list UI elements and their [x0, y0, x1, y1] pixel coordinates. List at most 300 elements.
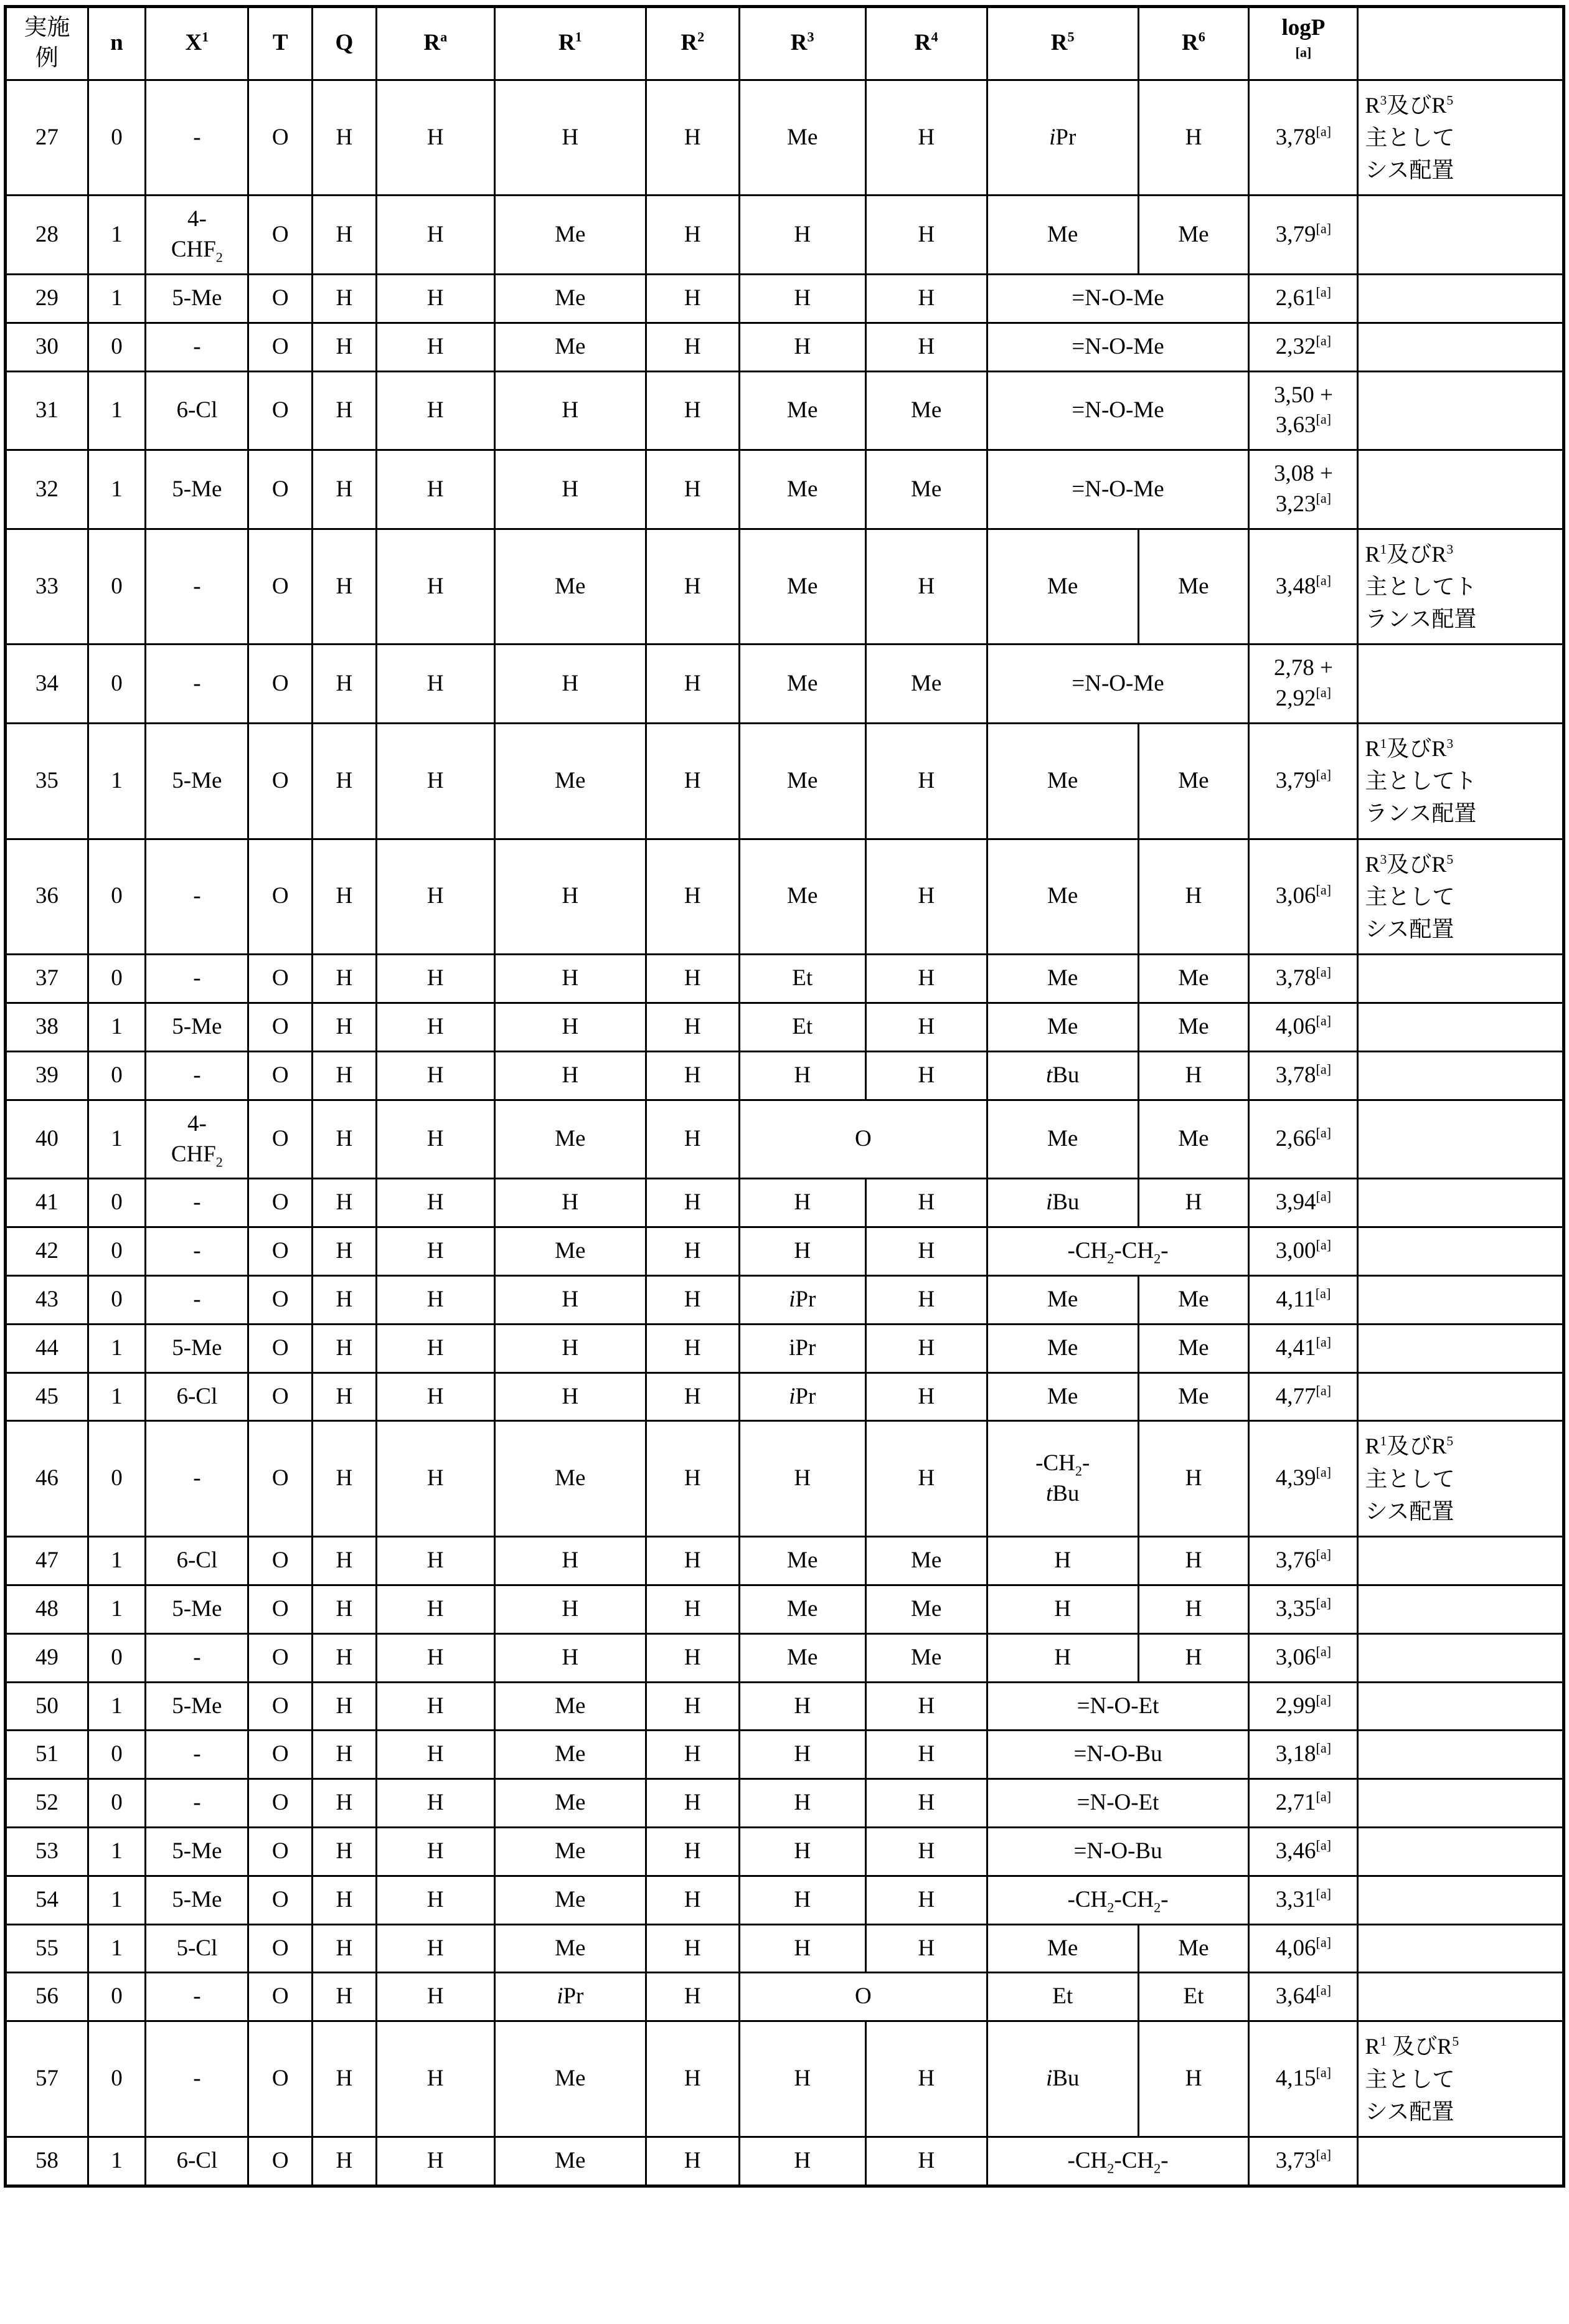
- table-cell-r4: H: [865, 1876, 987, 1924]
- table-cell-t: O: [248, 1275, 313, 1324]
- table-cell-r5: =N-O-Bu: [987, 1828, 1248, 1876]
- table-cell-r2: H: [646, 274, 739, 323]
- table-cell-n: 0: [88, 1731, 146, 1779]
- table-cell-logp: 3,79[a]: [1249, 724, 1358, 839]
- table-cell-r4: H: [865, 1421, 987, 1537]
- table-cell-t: O: [248, 955, 313, 1003]
- table-cell-q: H: [313, 2021, 377, 2137]
- table-cell-ra: H: [376, 1275, 494, 1324]
- table-cell-r3: Me: [739, 80, 865, 196]
- table-cell-r1: H: [494, 80, 646, 196]
- table-cell-r1: H: [494, 1179, 646, 1227]
- col-header-n: n: [88, 7, 146, 80]
- table-cell-example: 40: [6, 1100, 88, 1179]
- table-cell-r3: Me: [739, 1585, 865, 1633]
- table-cell-r6: Me: [1138, 1324, 1249, 1372]
- table-cell-r5: iPr: [987, 80, 1138, 196]
- table-cell-r1: Me: [494, 1100, 646, 1179]
- table-cell-r5: Et: [987, 1973, 1138, 2021]
- table-cell-ra: H: [376, 1682, 494, 1731]
- table-cell-r3: Me: [739, 1537, 865, 1585]
- table-cell-n: 0: [88, 323, 146, 371]
- table-cell-r1: H: [494, 1003, 646, 1052]
- table-cell-q: H: [313, 839, 377, 955]
- table-cell-q: H: [313, 645, 377, 724]
- table-cell-q: H: [313, 1421, 377, 1537]
- table-cell-r4: H: [865, 1324, 987, 1372]
- table-cell-r4: H: [865, 1924, 987, 1973]
- table-row: [6, 196, 1564, 275]
- col-header-r3: $R^3$: [739, 7, 865, 80]
- table-cell-r2: H: [646, 724, 739, 839]
- table-cell-r3: iPr: [739, 1275, 865, 1324]
- table-cell-q: H: [313, 529, 377, 645]
- table-cell-logp: 3,76[a]: [1249, 1537, 1358, 1585]
- table-row: [6, 1633, 1564, 1682]
- table-row: [6, 1973, 1564, 2021]
- table-cell-r4: H: [865, 1179, 987, 1227]
- table-row: [6, 1275, 1564, 1324]
- table-cell-q: H: [313, 1633, 377, 1682]
- table-cell-logp: 3,48[a]: [1249, 529, 1358, 645]
- table-cell-x1: 5-Me: [146, 450, 248, 529]
- table-cell-n: 1: [88, 1876, 146, 1924]
- table-row: [6, 1876, 1564, 1924]
- table-cell-n: 1: [88, 2137, 146, 2186]
- table-cell-r2: H: [646, 1779, 739, 1828]
- table-cell-t: O: [248, 323, 313, 371]
- table-cell-r4: Me: [865, 645, 987, 724]
- table-cell-n: 1: [88, 196, 146, 275]
- table-cell-example: 36: [6, 839, 88, 955]
- table-cell-r2: H: [646, 839, 739, 955]
- table-cell-t: O: [248, 2021, 313, 2137]
- table-cell-example: 27: [6, 80, 88, 196]
- table-cell-r5: tBu: [987, 1051, 1138, 1100]
- table-cell-ra: H: [376, 274, 494, 323]
- table-cell-q: H: [313, 274, 377, 323]
- col-header-t: T: [248, 7, 313, 80]
- col-header-logp: logP [a]: [1249, 7, 1358, 80]
- table-cell-x1: -: [146, 80, 248, 196]
- table-row: [6, 1924, 1564, 1973]
- table-cell-r2: H: [646, 529, 739, 645]
- table-cell-r1: Me: [494, 1876, 646, 1924]
- table-cell-logp: 3,31[a]: [1249, 1876, 1358, 1924]
- table-cell-x1: 5-Me: [146, 1828, 248, 1876]
- table-cell-x1: -: [146, 1179, 248, 1227]
- table-cell-note: [1358, 1876, 1564, 1924]
- table-cell-r1: H: [494, 1372, 646, 1421]
- table-cell-example: 43: [6, 1275, 88, 1324]
- table-cell-r1: H: [494, 371, 646, 450]
- table-cell-r2: H: [646, 1973, 739, 2021]
- table-cell-ra: H: [376, 1179, 494, 1227]
- table-row: [6, 371, 1564, 450]
- table-cell-x1: -: [146, 323, 248, 371]
- table-row: [6, 645, 1564, 724]
- table-cell-note: [1358, 1537, 1564, 1585]
- table-cell-ra: H: [376, 724, 494, 839]
- table-cell-q: H: [313, 1100, 377, 1179]
- table-cell-t: O: [248, 1633, 313, 1682]
- table-cell-note: [1358, 1731, 1564, 1779]
- table-cell-note: [1358, 1828, 1564, 1876]
- table-cell-note: [1358, 2137, 1564, 2186]
- table-cell-logp: 3,46[a]: [1249, 1828, 1358, 1876]
- col-header-x1: $X^1$: [146, 7, 248, 80]
- col-header-example: 実施 例: [6, 7, 88, 80]
- table-cell-q: H: [313, 1179, 377, 1227]
- table-cell-n: 0: [88, 1421, 146, 1537]
- table-cell-x1: 5-Me: [146, 724, 248, 839]
- table-cell-x1: -: [146, 645, 248, 724]
- table-cell-q: H: [313, 1585, 377, 1633]
- table-cell-r5: Me: [987, 1003, 1138, 1052]
- table-cell-ra: H: [376, 955, 494, 1003]
- table-cell-n: 1: [88, 1682, 146, 1731]
- table-cell-r6: Me: [1138, 196, 1249, 275]
- table-row: [6, 1179, 1564, 1227]
- table-cell-example: 45: [6, 1372, 88, 1421]
- table-cell-n: 0: [88, 955, 146, 1003]
- table-cell-r4: H: [865, 2021, 987, 2137]
- table-cell-t: O: [248, 1324, 313, 1372]
- table-cell-ra: H: [376, 1324, 494, 1372]
- table-cell-note: [1358, 323, 1564, 371]
- table-cell-ra: H: [376, 1779, 494, 1828]
- table-cell-r3: H: [739, 1731, 865, 1779]
- table-cell-r2: H: [646, 323, 739, 371]
- table-cell-note: $R^1$及び$R^5$ 主として シス配置: [1358, 1421, 1564, 1537]
- table-cell-r1: Me: [494, 529, 646, 645]
- table-cell-x1: -: [146, 1227, 248, 1276]
- table-cell-r1: H: [494, 1537, 646, 1585]
- table-cell-note: [1358, 955, 1564, 1003]
- table-cell-r6: H: [1138, 1633, 1249, 1682]
- table-cell-r5: Me: [987, 196, 1138, 275]
- table-cell-r6: H: [1138, 1179, 1249, 1227]
- table-cell-r2: H: [646, 2021, 739, 2137]
- table-cell-x1: -: [146, 1731, 248, 1779]
- table-cell-example: 55: [6, 1924, 88, 1973]
- table-cell-r1: iPr: [494, 1973, 646, 2021]
- table-cell-example: 49: [6, 1633, 88, 1682]
- table-cell-t: O: [248, 2137, 313, 2186]
- table-cell-ra: H: [376, 1876, 494, 1924]
- table-row: [6, 1372, 1564, 1421]
- table-row: [6, 1100, 1564, 1179]
- table-cell-note: [1358, 1372, 1564, 1421]
- table-cell-t: O: [248, 1876, 313, 1924]
- table-cell-x1: 5-Me: [146, 1876, 248, 1924]
- table-cell-r5: Me: [987, 1924, 1138, 1973]
- table-cell-r3: H: [739, 2021, 865, 2137]
- table-cell-r2: H: [646, 196, 739, 275]
- table-row: [6, 2021, 1564, 2137]
- table-cell-r1: Me: [494, 2137, 646, 2186]
- table-cell-example: 37: [6, 955, 88, 1003]
- table-cell-ra: H: [376, 323, 494, 371]
- table-cell-note: $R^1$及び$R^3$ 主としてト ランス配置: [1358, 529, 1564, 645]
- table-cell-t: O: [248, 450, 313, 529]
- table-cell-q: H: [313, 450, 377, 529]
- table-cell-ra: H: [376, 1421, 494, 1537]
- table-cell-example: 28: [6, 196, 88, 275]
- table-cell-logp: 3,79[a]: [1249, 196, 1358, 275]
- table-cell-note: [1358, 1227, 1564, 1276]
- table-cell-r6: H: [1138, 1421, 1249, 1537]
- table-cell-note: [1358, 1973, 1564, 2021]
- table-cell-logp: 4,15[a]: [1249, 2021, 1358, 2137]
- table-row: [6, 1828, 1564, 1876]
- table-cell-t: O: [248, 1585, 313, 1633]
- table-cell-n: 0: [88, 1179, 146, 1227]
- table-cell-t: O: [248, 1682, 313, 1731]
- table-cell-r2: H: [646, 1876, 739, 1924]
- table-cell-ra: H: [376, 839, 494, 955]
- table-row: [6, 955, 1564, 1003]
- table-cell-r5: $-CH_2-CH_2-$: [987, 1876, 1248, 1924]
- table-cell-r5: H: [987, 1537, 1138, 1585]
- compound-table: [4, 5, 1565, 2188]
- table-row: [6, 724, 1564, 839]
- table-cell-note: [1358, 1179, 1564, 1227]
- table-cell-r4: Me: [865, 371, 987, 450]
- table-row: [6, 1731, 1564, 1779]
- table-cell-r2: H: [646, 80, 739, 196]
- table-cell-r5: iBu: [987, 2021, 1138, 2137]
- table-cell-r6: H: [1138, 1051, 1249, 1100]
- table-cell-r3: Me: [739, 371, 865, 450]
- table-cell-logp: 3,06[a]: [1249, 839, 1358, 955]
- table-cell-q: H: [313, 196, 377, 275]
- table-cell-example: 50: [6, 1682, 88, 1731]
- table-cell-n: 1: [88, 1585, 146, 1633]
- table-cell-r3: Me: [739, 1633, 865, 1682]
- table-cell-t: O: [248, 1003, 313, 1052]
- table-cell-logp: 2,99[a]: [1249, 1682, 1358, 1731]
- table-cell-example: 52: [6, 1779, 88, 1828]
- table-cell-example: 42: [6, 1227, 88, 1276]
- table-cell-ra: H: [376, 450, 494, 529]
- table-cell-t: O: [248, 724, 313, 839]
- table-cell-r2: H: [646, 1179, 739, 1227]
- table-cell-example: 58: [6, 2137, 88, 2186]
- table-cell-note: $R^3$及び$R^5$ 主として シス配置: [1358, 80, 1564, 196]
- table-cell-r1: Me: [494, 1682, 646, 1731]
- table-cell-n: 1: [88, 371, 146, 450]
- table-cell-r5: Me: [987, 1372, 1138, 1421]
- table-cell-note: [1358, 1051, 1564, 1100]
- table-cell-r4: H: [865, 1227, 987, 1276]
- col-header-ra: $R^a$: [376, 7, 494, 80]
- table-cell-ra: H: [376, 1585, 494, 1633]
- table-cell-r3: H: [739, 1876, 865, 1924]
- table-cell-r4: H: [865, 323, 987, 371]
- table-cell-note: [1358, 1585, 1564, 1633]
- table-cell-x1: 5-Cl: [146, 1924, 248, 1973]
- table-cell-ra: H: [376, 1051, 494, 1100]
- table-cell-r3: iPr: [739, 1372, 865, 1421]
- table-cell-r6: Et: [1138, 1973, 1249, 2021]
- table-cell-r3: Me: [739, 645, 865, 724]
- table-cell-q: H: [313, 1876, 377, 1924]
- table-cell-r5: =N-O-Bu: [987, 1731, 1248, 1779]
- table-cell-r5: $-CH_2-$ tBu: [987, 1421, 1138, 1537]
- table-cell-r3: Me: [739, 450, 865, 529]
- table-cell-r1: H: [494, 1585, 646, 1633]
- table-cell-r5: Me: [987, 1324, 1138, 1372]
- table-cell-r5: =N-O-Me: [987, 274, 1248, 323]
- table-cell-r5: Me: [987, 955, 1138, 1003]
- table-cell-x1: 6-Cl: [146, 1537, 248, 1585]
- table-cell-q: H: [313, 371, 377, 450]
- table-cell-q: H: [313, 724, 377, 839]
- table-cell-t: O: [248, 1372, 313, 1421]
- table-cell-r1: Me: [494, 1779, 646, 1828]
- table-cell-logp: 3,78[a]: [1249, 80, 1358, 196]
- table-cell-r3: H: [739, 274, 865, 323]
- table-cell-n: 0: [88, 1227, 146, 1276]
- table-cell-q: H: [313, 323, 377, 371]
- table-cell-t: O: [248, 1100, 313, 1179]
- table-cell-r1: Me: [494, 196, 646, 275]
- table-cell-ra: H: [376, 1633, 494, 1682]
- table-cell-n: 0: [88, 839, 146, 955]
- table-cell-r4: H: [865, 1731, 987, 1779]
- table-cell-r6: H: [1138, 2021, 1249, 2137]
- table-row: [6, 1779, 1564, 1828]
- table-cell-example: 44: [6, 1324, 88, 1372]
- table-cell-note: [1358, 1633, 1564, 1682]
- table-cell-t: O: [248, 1227, 313, 1276]
- table-cell-t: O: [248, 1179, 313, 1227]
- table-cell-n: 0: [88, 2021, 146, 2137]
- col-header-q: Q: [313, 7, 377, 80]
- table-cell-ra: H: [376, 1924, 494, 1973]
- table-cell-r1: H: [494, 839, 646, 955]
- table-cell-r4: H: [865, 1828, 987, 1876]
- table-cell-x1: -: [146, 2021, 248, 2137]
- table-cell-logp: 3,06[a]: [1249, 1633, 1358, 1682]
- table-cell-ra: H: [376, 1828, 494, 1876]
- table-cell-logp: 3,78[a]: [1249, 955, 1358, 1003]
- table-cell-q: H: [313, 1682, 377, 1731]
- table-cell-q: H: [313, 1003, 377, 1052]
- table-cell-r3: O: [739, 1100, 987, 1179]
- table-cell-note: [1358, 645, 1564, 724]
- table-cell-r1: Me: [494, 1227, 646, 1276]
- table-cell-x1: 5-Me: [146, 274, 248, 323]
- table-row: [6, 2137, 1564, 2186]
- table-cell-r2: H: [646, 1227, 739, 1276]
- col-header-r5: $R^5$: [987, 7, 1138, 80]
- table-cell-x1: -: [146, 839, 248, 955]
- table-body: [6, 80, 1564, 2186]
- table-cell-r2: H: [646, 371, 739, 450]
- table-cell-t: O: [248, 371, 313, 450]
- table-cell-ra: H: [376, 371, 494, 450]
- table-cell-r5: H: [987, 1633, 1138, 1682]
- table-cell-r2: H: [646, 645, 739, 724]
- table-cell-r3: H: [739, 1828, 865, 1876]
- table-cell-logp: 2,66[a]: [1249, 1100, 1358, 1179]
- table-cell-r1: Me: [494, 1828, 646, 1876]
- table-cell-r5: =N-O-Me: [987, 371, 1248, 450]
- table-cell-note: $R^1$ 及び$R^5$ 主として シス配置: [1358, 2021, 1564, 2137]
- table-cell-r2: H: [646, 450, 739, 529]
- header-row: [6, 7, 1564, 80]
- table-cell-r1: Me: [494, 724, 646, 839]
- table-cell-r5: $-CH_2-CH_2-$: [987, 1227, 1248, 1276]
- table-cell-q: H: [313, 1779, 377, 1828]
- table-cell-r5: =N-O-Et: [987, 1779, 1248, 1828]
- table-cell-r4: H: [865, 724, 987, 839]
- table-cell-logp: 4,39[a]: [1249, 1421, 1358, 1537]
- table-cell-r5: H: [987, 1585, 1138, 1633]
- table-cell-n: 0: [88, 1973, 146, 2021]
- table-cell-note: $R^1$及び$R^3$ 主としてト ランス配置: [1358, 724, 1564, 839]
- table-cell-r2: H: [646, 1051, 739, 1100]
- table-cell-logp: 4,06[a]: [1249, 1924, 1358, 1973]
- table-cell-note: [1358, 274, 1564, 323]
- table-cell-ra: H: [376, 2021, 494, 2137]
- table-cell-r3: H: [739, 1051, 865, 1100]
- table-row: [6, 1537, 1564, 1585]
- table-cell-r2: H: [646, 1585, 739, 1633]
- table-cell-x1: 6-Cl: [146, 1372, 248, 1421]
- table-cell-ra: H: [376, 1003, 494, 1052]
- table-cell-example: 29: [6, 274, 88, 323]
- table-cell-r5: Me: [987, 839, 1138, 955]
- table-cell-t: O: [248, 1731, 313, 1779]
- table-cell-r3: Et: [739, 1003, 865, 1052]
- table-cell-r4: H: [865, 1682, 987, 1731]
- table-cell-n: 1: [88, 1828, 146, 1876]
- table-cell-r6: Me: [1138, 1003, 1249, 1052]
- table-cell-example: 30: [6, 323, 88, 371]
- table-cell-n: 0: [88, 1633, 146, 1682]
- table-cell-logp: 3,64[a]: [1249, 1973, 1358, 2021]
- table-cell-logp: 3,08 + 3,23[a]: [1249, 450, 1358, 529]
- table-row: [6, 274, 1564, 323]
- table-cell-r1: H: [494, 645, 646, 724]
- table-cell-n: 0: [88, 1275, 146, 1324]
- table-cell-example: 35: [6, 724, 88, 839]
- table-cell-n: 0: [88, 1051, 146, 1100]
- table-cell-r3: Et: [739, 955, 865, 1003]
- table-cell-n: 1: [88, 1372, 146, 1421]
- table-cell-t: O: [248, 1051, 313, 1100]
- table-cell-logp: 2,32[a]: [1249, 323, 1358, 371]
- table-cell-r2: H: [646, 1421, 739, 1537]
- table-cell-q: H: [313, 1828, 377, 1876]
- table-cell-r5: =N-O-Me: [987, 323, 1248, 371]
- table-cell-note: [1358, 1275, 1564, 1324]
- table-cell-ra: H: [376, 1100, 494, 1179]
- table-cell-t: O: [248, 529, 313, 645]
- table-cell-r4: Me: [865, 1537, 987, 1585]
- table-cell-r4: H: [865, 955, 987, 1003]
- table-cell-x1: 5-Me: [146, 1003, 248, 1052]
- col-header-r6: $R^6$: [1138, 7, 1249, 80]
- table-cell-t: O: [248, 1537, 313, 1585]
- table-cell-r6: Me: [1138, 529, 1249, 645]
- table-cell-logp: 3,94[a]: [1249, 1179, 1358, 1227]
- table-cell-r1: H: [494, 1324, 646, 1372]
- col-header-note: [1358, 7, 1564, 80]
